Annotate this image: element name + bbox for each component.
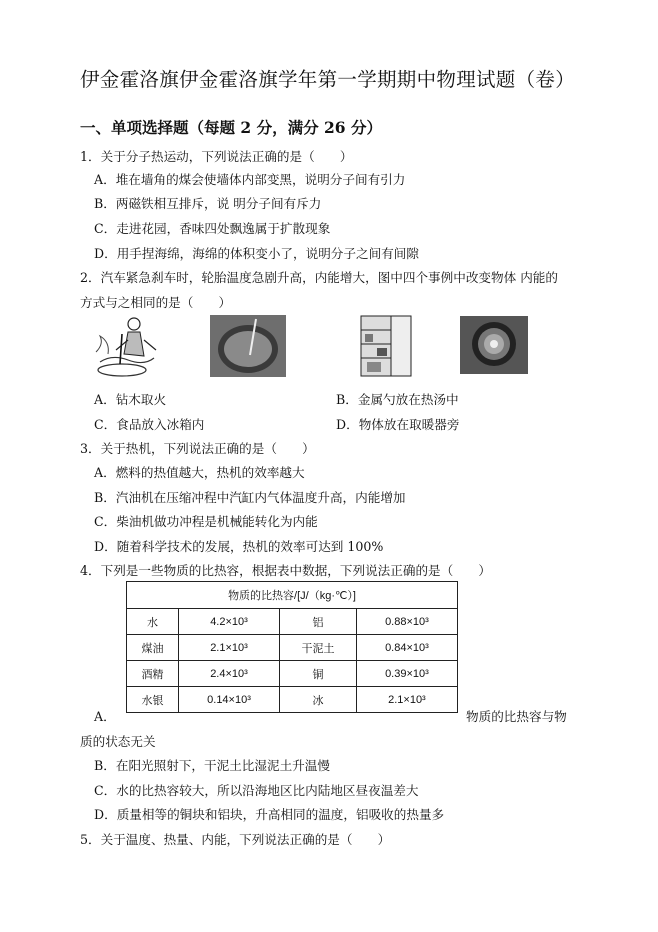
question-1-stem: 1．关于分子热运动，下列说法正确的是（ ）	[80, 149, 353, 164]
table-cell: 2.4×10³	[178, 661, 279, 687]
drill-wood-fire-image	[88, 314, 174, 380]
table-cell: 2.1×10³	[356, 687, 457, 713]
question-2-stem-line-2: 方式与之相同的是（ ）	[80, 295, 232, 310]
table-header: 物质的比热容/[J/（kg·℃）]	[127, 582, 458, 609]
question-4-option-b: B．在阳光照射下，干泥土比湿泥土升温慢	[94, 758, 330, 773]
table-cell: 铜	[280, 661, 357, 687]
question-1-option-c: C．走进花园，香味四处飘逸属于扩散现象	[94, 221, 331, 236]
question-5-stem: 5．关于温度、热量、内能，下列说法正确的是（ ）	[80, 832, 391, 847]
table-row	[127, 687, 458, 713]
table-cell: 4.2×10³	[178, 609, 279, 635]
specific-heat-table	[126, 581, 458, 713]
question-2-option-c: C．食品放入冰箱内	[94, 417, 205, 432]
question-3-stem: 3．关于热机，下列说法正确的是（ ）	[80, 441, 315, 456]
table-cell: 铝	[280, 609, 357, 635]
question-4-option-a-text: 物质的比热容与物	[466, 709, 567, 724]
question-3-option-a: A．燃料的热值越大，热机的效率越大	[94, 465, 305, 480]
fridge-image	[355, 314, 417, 378]
table-cell: 干泥土	[280, 635, 357, 661]
question-4-option-c: C．水的比热容较大，所以沿海地区比内陆地区昼夜温差大	[94, 783, 419, 798]
table-row	[127, 635, 458, 661]
question-1-option-d: D．用手捏海绵，海绵的体积变小了，说明分子之间有间隙	[94, 246, 419, 261]
table-cell: 0.88×10³	[356, 609, 457, 635]
table-header-row	[127, 582, 458, 609]
question-4-option-d: D．质量相等的铜块和铝块，升高相同的温度，铝吸收的热量多	[94, 807, 445, 822]
question-1-option-a: A．堆在墙角的煤会使墙体内部变黑，说明分子间有引力	[94, 172, 406, 187]
question-2-option-b: B．金属勺放在热汤中	[336, 392, 459, 407]
table-cell: 煤油	[127, 635, 179, 661]
table-row	[127, 609, 458, 635]
question-4-stem: 4．下列是一些物质的比热容，根据表中数据，下列说法正确的是（ ）	[80, 563, 492, 578]
question-1-option-b: B．两磁铁相互排斥，说 明分子间有斥力	[94, 196, 322, 211]
table-cell: 冰	[280, 687, 357, 713]
question-3-option-d: D．随着科学技术的发展，热机的效率可达到 100%	[94, 539, 384, 554]
table-cell: 2.1×10³	[178, 635, 279, 661]
table-cell: 0.14×10³	[178, 687, 279, 713]
section-heading: 一、单项选择题（每题 2 分，满分 26 分）	[80, 118, 382, 137]
table-cell: 水	[127, 609, 179, 635]
table-row	[127, 661, 458, 687]
question-2-option-d: D．物体放在取暖器旁	[336, 417, 460, 432]
question-2-stem-line-1: 2．汽车紧急刹车时，轮胎温度急剧升高，内能增大，图中四个事例中改变物体 内能的	[80, 270, 558, 285]
question-4-option-a-continued: 质的状态无关	[80, 734, 156, 749]
table-cell: 水银	[127, 687, 179, 713]
table-cell: 0.39×10³	[356, 661, 457, 687]
question-4-option-a-label: A．	[94, 709, 116, 724]
heater-image	[460, 316, 528, 374]
spoon-in-soup-image	[210, 315, 286, 377]
question-3-option-b: B．汽油机在压缩冲程中汽缸内气体温度升高，内能增加	[94, 490, 406, 505]
page-title: 伊金霍洛旗伊金霍洛旗学年第一学期期中物理试题（卷）	[80, 68, 576, 91]
question-2-option-a: A．钻木取火	[94, 392, 167, 407]
table-cell: 酒精	[127, 661, 179, 687]
table-cell: 0.84×10³	[356, 635, 457, 661]
question-3-option-c: C．柴油机做功冲程是机械能转化为内能	[94, 514, 318, 529]
